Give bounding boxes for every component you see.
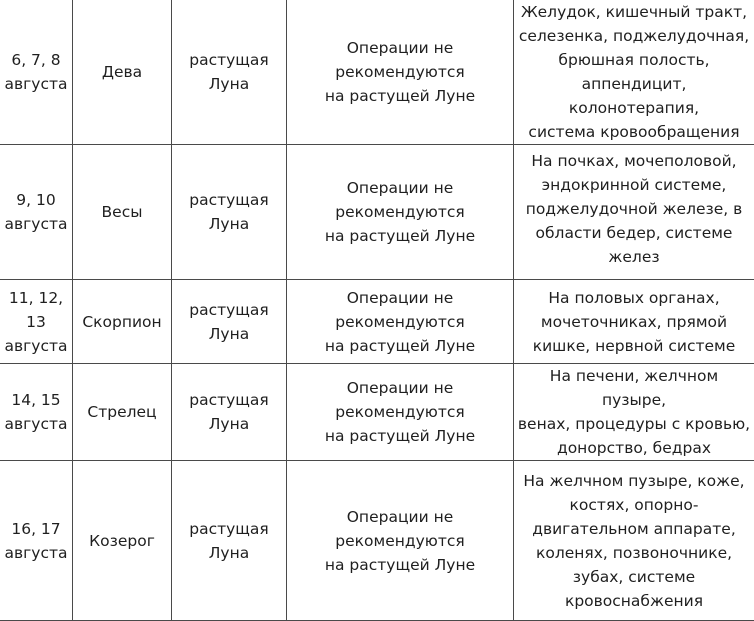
zodiac-sign-cell: Дева [73, 0, 172, 145]
date-cell: 9, 10 августа [0, 145, 73, 280]
zodiac-sign-cell: Козерог [73, 461, 172, 621]
date-cell: 11, 12, 13 августа [0, 280, 73, 364]
table-row [0, 0, 754, 145]
moon-phase-cell: растущая Луна [172, 145, 287, 280]
organs-cell: На половых органах, мочеточниках, прямой кишке, нервной системе [514, 280, 754, 364]
organs-cell: На желчном пузыре, коже, костях, опорно- двигательном аппарате, коленях, позвоночнике, зубах, системе кровоснабжения [514, 461, 754, 621]
operations-note-cell: Операции не рекомендуются на растущей Луне [287, 461, 514, 621]
table-row [0, 364, 754, 461]
moon-phase-cell: растущая Луна [172, 461, 287, 621]
operations-note-cell: Операции не рекомендуются на растущей Луне [287, 280, 514, 364]
date-cell: 14, 15 августа [0, 364, 73, 461]
zodiac-sign-cell: Стрелец [73, 364, 172, 461]
operations-note-cell: Операции не рекомендуются на растущей Луне [287, 145, 514, 280]
organs-cell: На почках, мочеполовой, эндокринной системе, поджелудочной железе, в области бедер, системе желез [514, 145, 754, 280]
moon-phase-cell: растущая Луна [172, 0, 287, 145]
table-row [0, 280, 754, 364]
moon-phase-cell: растущая Луна [172, 280, 287, 364]
date-cell: 16, 17 августа [0, 461, 73, 621]
table-row [0, 461, 754, 621]
organs-cell: Желудок, кишечный тракт, селезенка, поджелудочная, брюшная полость, аппендицит, колонотерапия, система кровообращения [514, 0, 754, 145]
operations-note-cell: Операции не рекомендуются на растущей Луне [287, 364, 514, 461]
date-cell: 6, 7, 8 августа [0, 0, 73, 145]
table-row [0, 145, 754, 280]
operations-note-cell: Операции не рекомендуются на растущей Луне [287, 0, 514, 145]
zodiac-sign-cell: Весы [73, 145, 172, 280]
zodiac-sign-cell: Скорпион [73, 280, 172, 364]
organs-cell: На печени, желчном пузыре, венах, процедуры с кровью, донорство, бедрах [514, 364, 754, 461]
moon-phase-cell: растущая Луна [172, 364, 287, 461]
